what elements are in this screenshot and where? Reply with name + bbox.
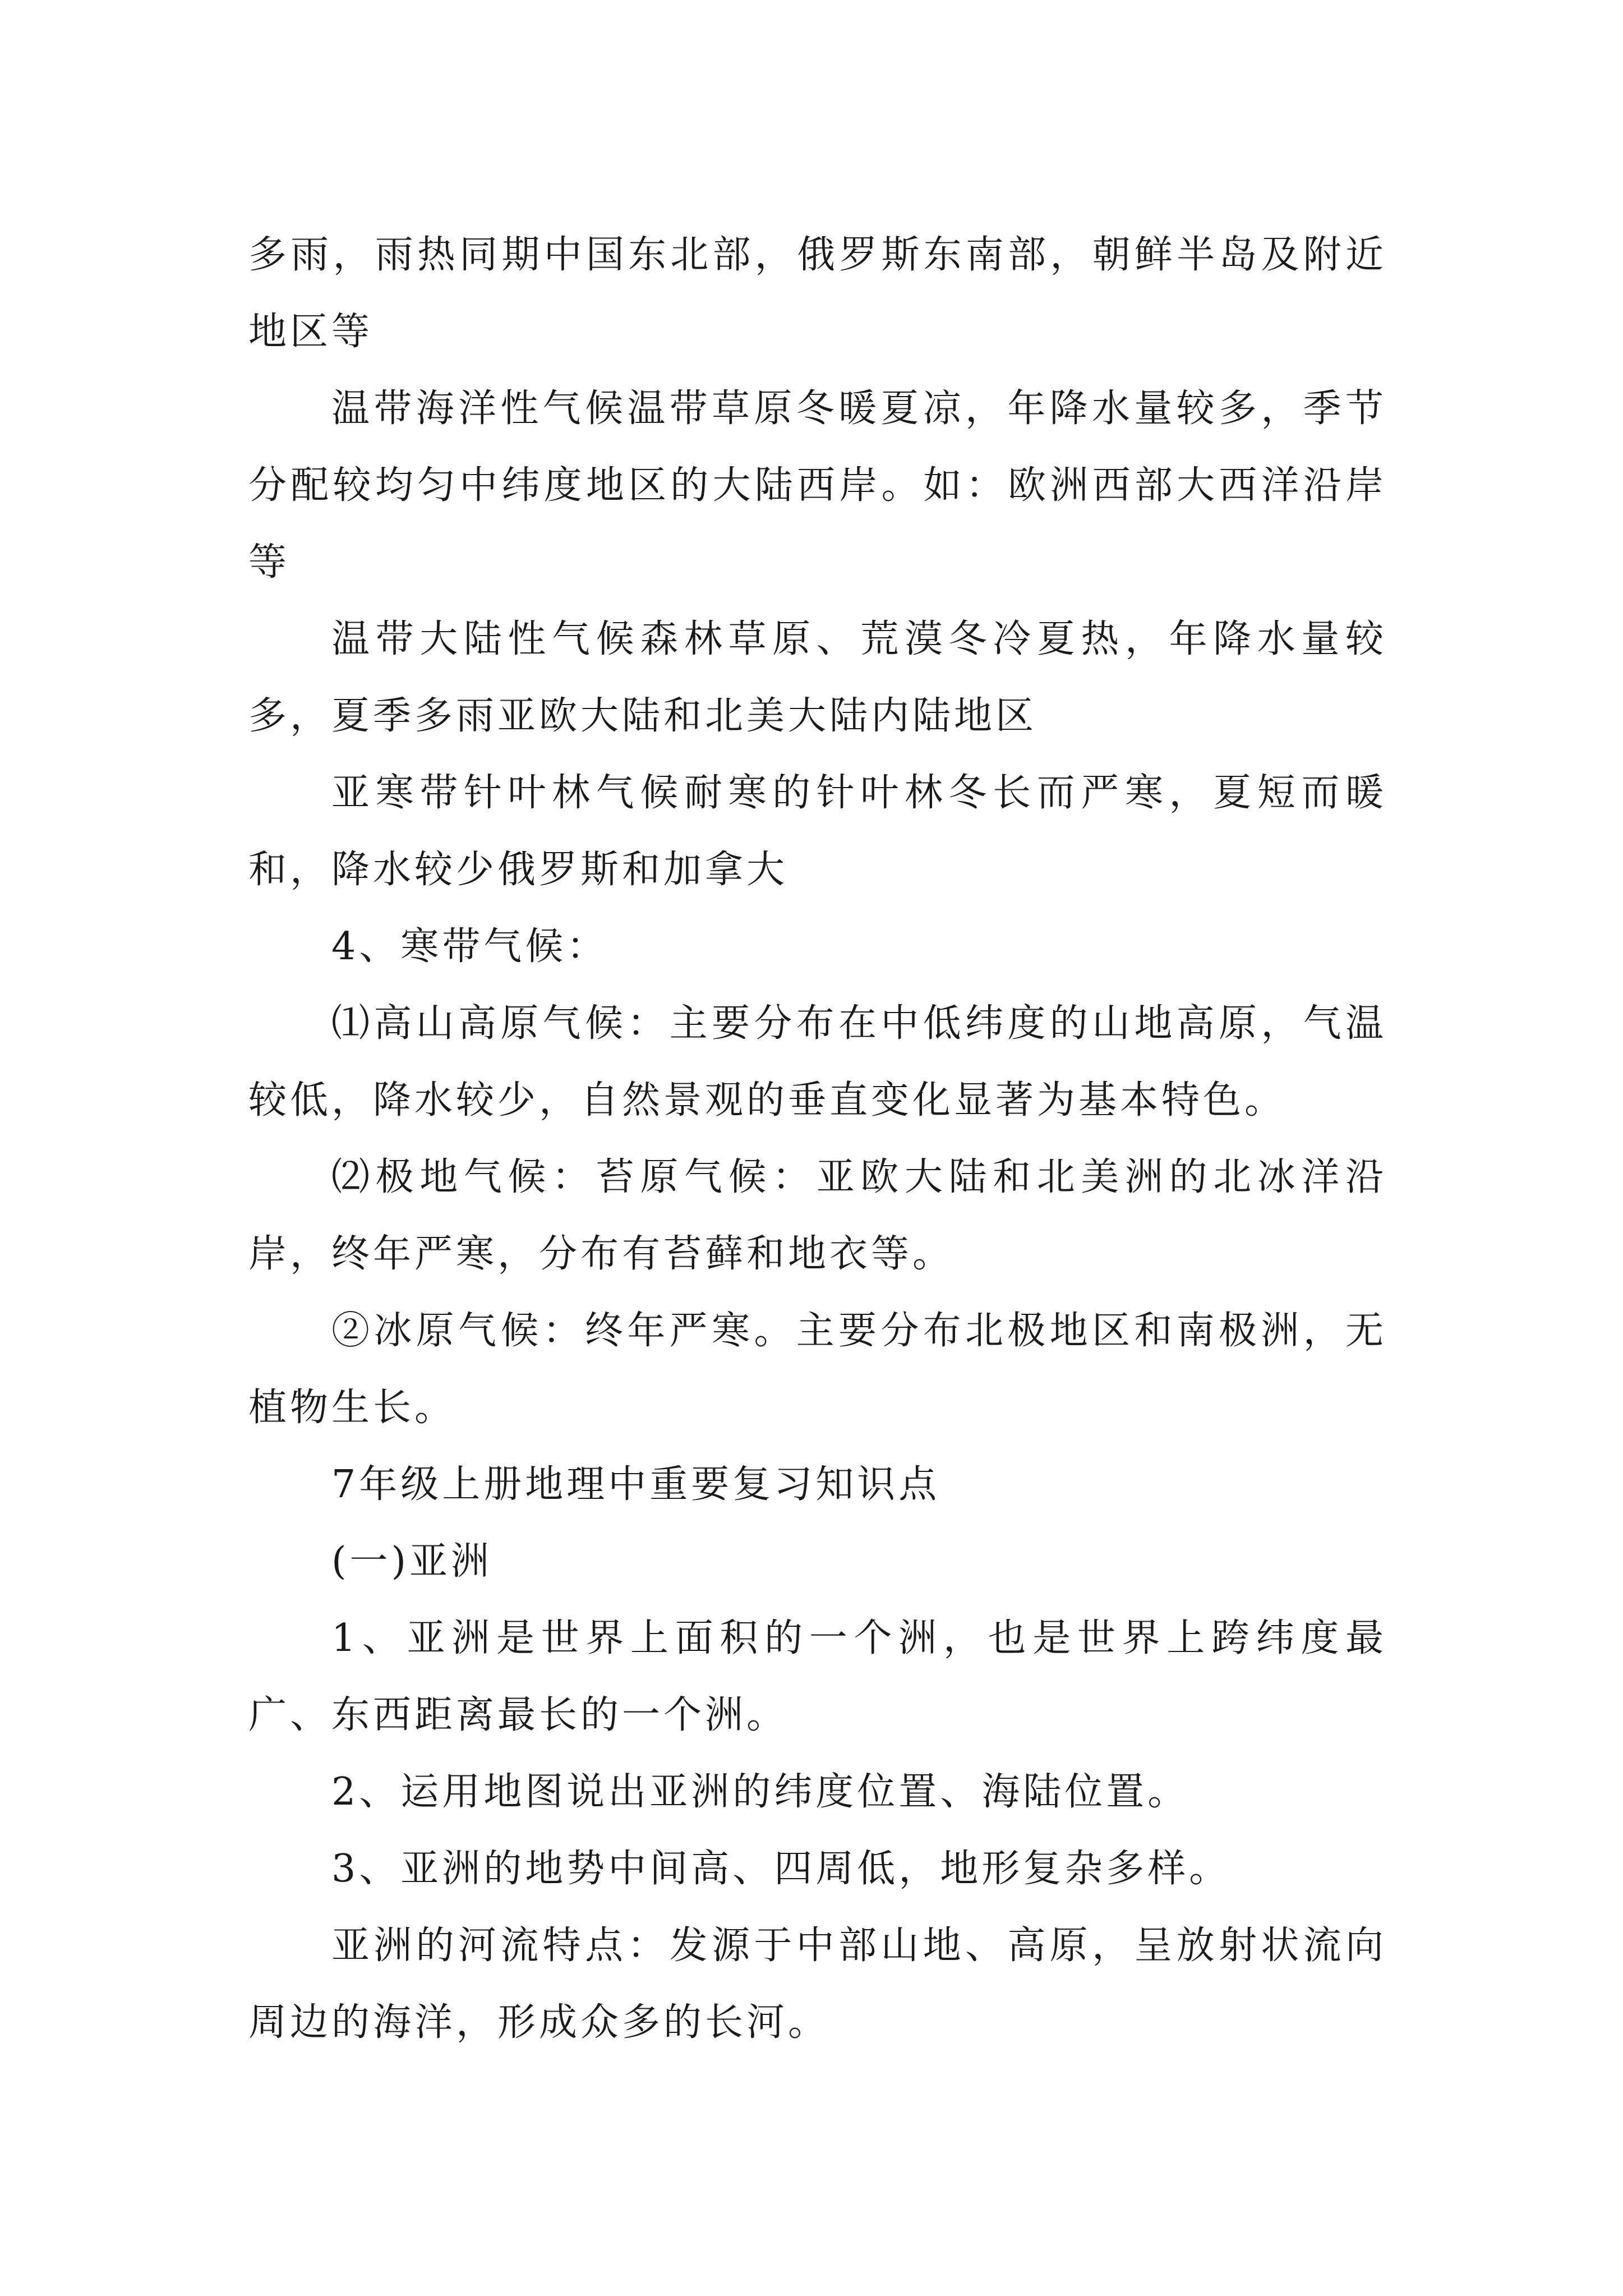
paragraph-asia-rivers: 亚洲的河流特点：发源于中部山地、高原，呈放射状流向周边的海洋，形成众多的长河。: [248, 1924, 1387, 2045]
paragraph-subarctic: 亚寒带针叶林气候耐寒的针叶林冬长而严寒，夏短而暖和，降水较少俄罗斯和加拿大: [248, 771, 1387, 892]
paragraph-temperate-oceanic: 温带海洋性气候温带草原冬暖夏凉，年降水量较多，季节分配较均匀中纬度地区的大陆西岸。如：欧洲西部大西洋沿岸等: [248, 386, 1387, 585]
paragraph-asia-point-2: 2、运用地图说出亚洲的纬度位置、海陆位置。: [331, 1770, 1189, 1814]
paragraph-climate-continuation: 多雨，雨热同期中国东北部，俄罗斯东南部，朝鲜半岛及附近地区等: [248, 233, 1387, 354]
paragraph-ice-cap: ②冰原气候：终年严寒。主要分布北极地区和南极洲，无植物生长。: [248, 1309, 1387, 1430]
paragraph-cold-zone-heading: 4、寒带气候：: [331, 924, 608, 969]
paragraph-highland-climate: ⑴高山高原气候：主要分布在中低纬度的山地高原，气温较低，降水较少，自然景观的垂直变化显著为基本特色。: [248, 1001, 1387, 1122]
paragraph-asia-point-1: 1、亚洲是世界上面积的一个洲，也是世界上跨纬度最广、东西距离最长的一个洲。: [248, 1616, 1387, 1737]
paragraph-asia-heading: (一)亚洲: [331, 1539, 493, 1584]
document-body: [248, 217, 1387, 2061]
paragraph-section-title: 7年级上册地理中重要复习知识点: [331, 1462, 940, 1507]
paragraph-temperate-continental: 温带大陆性气候森林草原、荒漠冬冷夏热，年降水量较多，夏季多雨亚欧大陆和北美大陆内陆地区: [248, 617, 1387, 738]
paragraph-polar-tundra: ⑵极地气候：苔原气候：亚欧大陆和北美洲的北冰洋沿岸，终年严寒，分布有苔藓和地衣等。: [248, 1155, 1387, 1276]
paragraph-asia-point-3: 3、亚洲的地势中间高、四周低，地形复杂多样。: [331, 1847, 1231, 1891]
